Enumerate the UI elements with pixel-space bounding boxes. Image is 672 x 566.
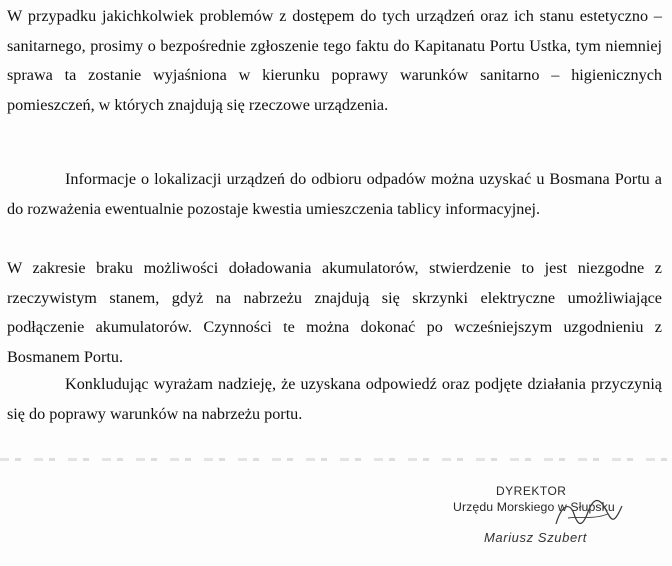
paragraph-battery-charging: W zakresie braku możliwości doładowania akumulatorów, stwierdzenie to jest niezgodne z rzeczywistym stanem, gdyż na nabrzeżu znajdują się skrzynki elektryczne umożliwiające podłączenie akumulatorów. Czynności te można dokonać po wcześniejszym uzgodnieniu z Bosmanem Portu. xyxy=(7,259,662,366)
signer-name: Mariusz Szubert xyxy=(484,530,587,545)
scan-artifact-divider xyxy=(0,458,672,461)
handwritten-signature xyxy=(548,494,628,534)
stamp-title: DYREKTOR xyxy=(496,484,567,498)
paragraph-access-problems: W przypadku jakichkolwiek problemów z dostępem do tych urządzeń oraz ich stanu estetyczno – sanitarnego, prosimy o bezpośrednie zgłoszenie tego faktu do Kapitanatu Portu Ustka, tym niemniej sprawa ta zostanie wyjaśniona w kierunku poprawy warunków sanitarno – higienicznych pomieszczeń, w których znajdują się rzeczowe urządzenia. xyxy=(7,7,662,114)
paragraph-conclusion: Konkludując wyrażam nadzieję, że uzyskana odpowiedź oraz podjęte działania przyczynią się do poprawy warunków na nabrzeżu portu. xyxy=(7,375,662,423)
stamp-organization: Urzędu Morskiego w Słupsku xyxy=(453,500,615,514)
paragraph-waste-info: Informacje o lokalizacji urządzeń do odbioru odpadów można uzyskać u Bosmana Portu a do rozważenia ewentualnie pozostaje kwestia umieszczenia tablicy informacyjnej. xyxy=(7,170,662,218)
